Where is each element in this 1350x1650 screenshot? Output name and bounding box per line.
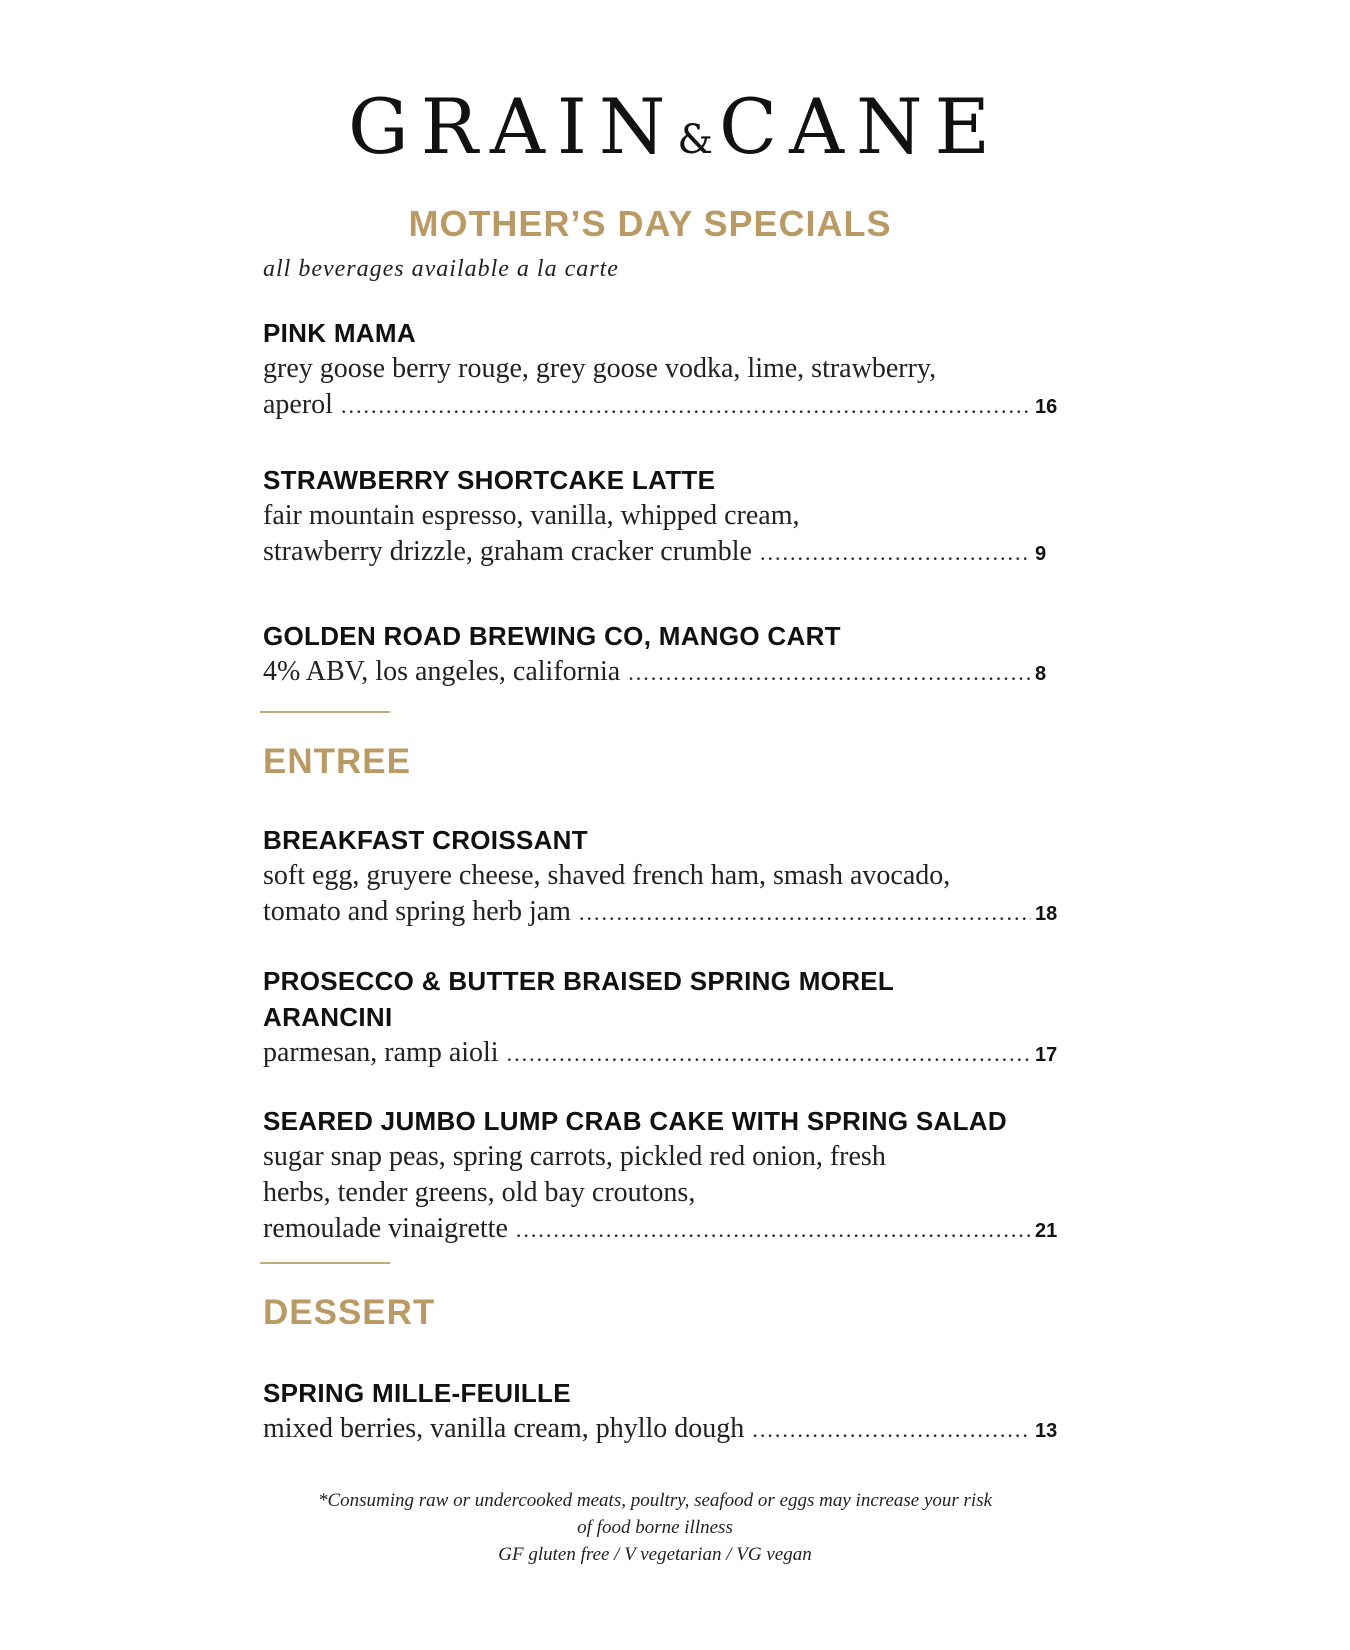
item-price: 13: [1035, 1420, 1058, 1442]
menu-item-spring-mille-feuille: [263, 1375, 1065, 1449]
item-description-end: strawberry drizzle, graham cracker crumble: [263, 536, 752, 567]
section-heading-dessert: DESSERT: [263, 1293, 436, 1332]
item-name: SEARED JUMBO LUMP CRAB CAKE WITH SPRING SALAD: [263, 1106, 1007, 1136]
brand-word-left: GRAIN: [348, 82, 678, 171]
item-price-line: [263, 1035, 1065, 1073]
item-name: STRAWBERRY SHORTCAKE LATTE: [263, 465, 716, 495]
menu-item-pink-mama: [263, 315, 1065, 425]
menu-item-strawberry-shortcake-latte: [263, 462, 1065, 572]
dietary-legend: GF gluten free / V vegetarian / VG vegan: [498, 1544, 812, 1565]
menu-item-golden-road-mango-cart: [263, 618, 1065, 692]
dot-leader: [628, 655, 1031, 691]
section-divider: [260, 1262, 390, 1264]
page-subtitle: all beverages available a la carte: [263, 256, 619, 282]
item-description-end: parmesan, ramp aioli: [263, 1037, 499, 1068]
item-price: 9: [1035, 543, 1047, 565]
item-price-line: [263, 1411, 1065, 1449]
item-description-end: tomato and spring herb jam: [263, 896, 571, 927]
item-price-line: [263, 387, 1065, 425]
item-price-line: [263, 1211, 1065, 1249]
dot-leader: [579, 895, 1031, 931]
menu-item-breakfast-croissant: [263, 822, 1065, 932]
item-description: grey goose berry rouge, grey goose vodka, lime, strawberry,: [263, 353, 937, 384]
item-price: 18: [1035, 903, 1058, 925]
dot-leader: [507, 1036, 1031, 1072]
disclaimer-line: of food borne illness: [577, 1517, 733, 1538]
brand-ampersand: &: [677, 117, 719, 163]
footer-disclaimer: [0, 1487, 1310, 1568]
brand-word-right: CANE: [718, 82, 1002, 171]
item-description-end: 4% ABV, los angeles, california: [263, 656, 621, 687]
item-description: fair mountain espresso, vanilla, whipped cream,: [263, 500, 800, 531]
item-name: PROSECCO & BUTTER BRAISED SPRING MOREL: [263, 966, 895, 996]
item-description: herbs, tender greens, old bay croutons,: [263, 1177, 696, 1208]
dot-leader: [760, 535, 1031, 571]
item-price-line: [263, 534, 1065, 572]
item-name-continued: ARANCINI: [263, 1002, 393, 1032]
item-name: GOLDEN ROAD BREWING CO, MANGO CART: [263, 621, 841, 651]
section-divider: [260, 711, 390, 713]
item-description-end: aperol: [263, 389, 333, 420]
item-description: soft egg, gruyere cheese, shaved french ham, smash avocado,: [263, 860, 951, 891]
brand-logo: [0, 82, 1350, 171]
page-title: MOTHER’S DAY SPECIALS: [408, 203, 892, 244]
dot-leader: [341, 388, 1031, 424]
item-price: 21: [1035, 1220, 1058, 1242]
item-price-line: [263, 894, 1065, 932]
item-description: sugar snap peas, spring carrots, pickled red onion, fresh: [263, 1141, 886, 1172]
item-name: BREAKFAST CROISSANT: [263, 825, 588, 855]
item-name: SPRING MILLE-FEUILLE: [263, 1378, 571, 1408]
dot-leader: [752, 1412, 1031, 1448]
dot-leader: [516, 1212, 1031, 1248]
item-price-line: [263, 654, 1065, 692]
item-price: 16: [1035, 396, 1058, 418]
item-price: 8: [1035, 663, 1047, 685]
item-name: PINK MAMA: [263, 318, 416, 348]
section-heading-entree: ENTREE: [263, 742, 411, 781]
item-description-end: remoulade vinaigrette: [263, 1213, 508, 1244]
menu-item-morel-arancini: [263, 963, 1065, 1073]
menu-item-crab-cake: [263, 1103, 1065, 1249]
item-description-end: mixed berries, vanilla cream, phyllo dough: [263, 1413, 745, 1444]
disclaimer-line: *Consuming raw or undercooked meats, poultry, seafood or eggs may increase your risk: [317, 1490, 993, 1511]
item-price: 17: [1035, 1044, 1058, 1066]
